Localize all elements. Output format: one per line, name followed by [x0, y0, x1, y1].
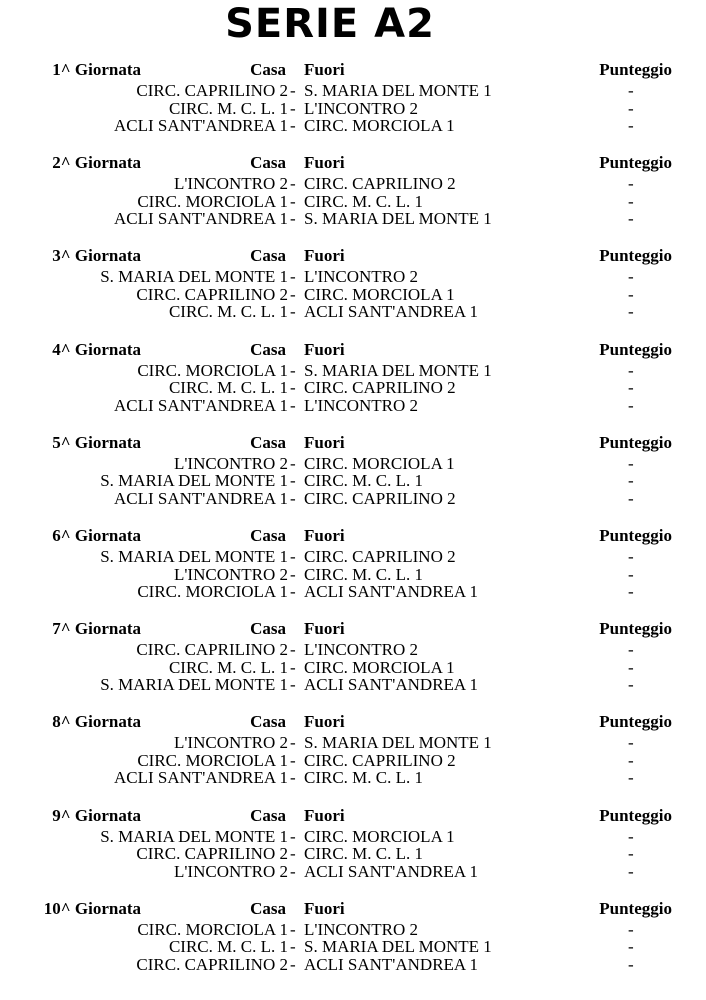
match-row [0, 397, 706, 415]
match-row [0, 303, 706, 321]
header-punteggio: Punteggio [599, 339, 672, 359]
header-casa: Casa [250, 898, 286, 918]
score: - [628, 81, 634, 100]
home-team: CIRC. M. C. L. 1 [168, 302, 288, 322]
away-team: S. MARIA DEL MONTE 1 [304, 937, 492, 957]
round-block [0, 712, 706, 800]
header-punteggio: Punteggio [599, 619, 672, 639]
round-header [0, 806, 706, 826]
score: - [628, 768, 634, 788]
round-header [0, 60, 706, 80]
away-team: CIRC. MORCIOLA 1 [304, 284, 455, 304]
match-row [0, 734, 706, 752]
home-team: S. MARIA DEL MONTE 1 [100, 675, 288, 695]
round-block [0, 806, 706, 894]
round-block [0, 246, 706, 334]
home-team: ACLI SANT'ANDREA 1 [113, 768, 288, 788]
match-row [0, 472, 706, 490]
match-row [0, 362, 706, 380]
separator: - [290, 471, 296, 491]
match-row [0, 828, 706, 846]
score: - [628, 564, 634, 584]
away-team: CIRC. M. C. L. 1 [304, 564, 424, 584]
match-row [0, 659, 706, 677]
header-fuori: Fuori [304, 898, 345, 918]
header-casa: Casa [250, 805, 286, 825]
score: - [628, 826, 634, 846]
away-team: ACLI SANT'ANDREA 1 [304, 675, 479, 695]
separator: - [290, 750, 296, 770]
separator: - [290, 861, 296, 881]
home-team: ACLI SANT'ANDREA 1 [113, 209, 288, 229]
away-team: L'INCONTRO 2 [304, 395, 419, 415]
home-team: L'INCONTRO 2 [173, 174, 288, 194]
round-label: 4^ Giornata [52, 339, 141, 359]
score: - [628, 733, 634, 753]
home-team: CIRC. M. C. L. 1 [168, 657, 288, 677]
score: - [628, 267, 634, 287]
round-label: 9^ Giornata [52, 805, 141, 825]
home-team: CIRC. M. C. L. 1 [168, 98, 288, 118]
away-team: CIRC. M. C. L. 1 [304, 191, 424, 211]
match-row [0, 286, 706, 304]
separator: - [290, 564, 296, 584]
header-punteggio: Punteggio [599, 712, 672, 732]
round-block [0, 619, 706, 707]
away-team: CIRC. MORCIOLA 1 [304, 657, 455, 677]
round-label: 1^ Giornata [52, 60, 141, 79]
match-row [0, 193, 706, 211]
separator: - [290, 547, 296, 566]
match-row [0, 455, 706, 473]
header-punteggio: Punteggio [599, 432, 672, 452]
home-team: CIRC. CAPRILINO 2 [136, 844, 288, 864]
round-header [0, 433, 706, 453]
header-punteggio: Punteggio [599, 153, 672, 173]
away-team: ACLI SANT'ANDREA 1 [304, 861, 479, 881]
score: - [628, 675, 634, 695]
match-row [0, 566, 706, 584]
home-team: CIRC. CAPRILINO 2 [136, 284, 288, 304]
round-label: 3^ Giornata [52, 246, 141, 266]
round-block [0, 433, 706, 521]
match-list [0, 548, 706, 601]
away-team: L'INCONTRO 2 [304, 267, 419, 287]
score: - [628, 453, 634, 473]
match-row [0, 769, 706, 787]
separator: - [290, 267, 296, 287]
header-fuori: Fuori [304, 526, 345, 545]
separator: - [290, 209, 296, 229]
home-team: CIRC. MORCIOLA 1 [137, 582, 288, 601]
score: - [628, 954, 634, 974]
home-team: L'INCONTRO 2 [173, 861, 288, 881]
away-team: CIRC. M. C. L. 1 [304, 844, 424, 864]
round-header [0, 153, 706, 173]
match-row [0, 641, 706, 659]
round-label: 5^ Giornata [52, 432, 141, 452]
home-team: CIRC. CAPRILINO 2 [136, 81, 288, 100]
home-team: CIRC. M. C. L. 1 [168, 378, 288, 398]
home-team: CIRC. CAPRILINO 2 [136, 640, 288, 660]
match-list [0, 455, 706, 508]
score: - [628, 471, 634, 491]
away-team: CIRC. CAPRILINO 2 [304, 750, 456, 770]
separator: - [290, 395, 296, 415]
away-team: S. MARIA DEL MONTE 1 [304, 360, 492, 380]
away-team: CIRC. CAPRILINO 2 [304, 378, 456, 398]
match-list [0, 362, 706, 415]
home-team: S. MARIA DEL MONTE 1 [100, 547, 288, 566]
header-casa: Casa [250, 339, 286, 359]
header-punteggio: Punteggio [599, 805, 672, 825]
round-label: 2^ Giornata [52, 153, 141, 173]
score: - [628, 640, 634, 660]
score: - [628, 919, 634, 939]
home-team: L'INCONTRO 2 [173, 453, 288, 473]
match-row [0, 938, 706, 956]
score: - [628, 378, 634, 398]
separator: - [290, 116, 296, 135]
header-casa: Casa [250, 432, 286, 452]
header-casa: Casa [250, 246, 286, 266]
score: - [628, 861, 634, 881]
home-team: L'INCONTRO 2 [173, 564, 288, 584]
match-row [0, 117, 706, 135]
separator: - [290, 657, 296, 677]
home-team: ACLI SANT'ANDREA 1 [113, 395, 288, 415]
header-fuori: Fuori [304, 153, 345, 173]
match-row [0, 379, 706, 397]
match-row [0, 82, 706, 100]
header-punteggio: Punteggio [599, 246, 672, 266]
separator: - [290, 954, 296, 974]
round-label: 7^ Giornata [52, 619, 141, 639]
header-fuori: Fuori [304, 432, 345, 452]
page-title: SERIE A2 [225, 1, 435, 47]
round-header [0, 899, 706, 919]
score: - [628, 191, 634, 211]
round-label: 8^ Giornata [52, 712, 141, 732]
away-team: L'INCONTRO 2 [304, 919, 419, 939]
match-row [0, 268, 706, 286]
header-fuori: Fuori [304, 712, 345, 732]
separator: - [290, 919, 296, 939]
match-list [0, 734, 706, 787]
home-team: CIRC. MORCIOLA 1 [137, 919, 288, 939]
match-row [0, 863, 706, 881]
round-label: 10^ Giornata [43, 898, 141, 918]
header-fuori: Fuori [304, 805, 345, 825]
score: - [628, 360, 634, 380]
away-team: CIRC. MORCIOLA 1 [304, 116, 455, 135]
score: - [628, 547, 634, 566]
separator: - [290, 582, 296, 601]
match-list [0, 641, 706, 694]
separator: - [290, 937, 296, 957]
score: - [628, 98, 634, 118]
match-row [0, 921, 706, 939]
separator: - [290, 453, 296, 473]
score: - [628, 937, 634, 957]
away-team: CIRC. CAPRILINO 2 [304, 488, 456, 508]
match-row [0, 175, 706, 193]
separator: - [290, 98, 296, 118]
separator: - [290, 733, 296, 753]
match-list [0, 82, 706, 135]
score: - [628, 657, 634, 677]
match-row [0, 548, 706, 566]
home-team: ACLI SANT'ANDREA 1 [113, 488, 288, 508]
round-label: 6^ Giornata [52, 526, 141, 545]
match-list [0, 175, 706, 228]
match-row [0, 676, 706, 694]
header-punteggio: Punteggio [599, 60, 672, 79]
match-row [0, 490, 706, 508]
match-row [0, 956, 706, 974]
round-block [0, 526, 706, 614]
away-team: ACLI SANT'ANDREA 1 [304, 954, 479, 974]
separator: - [290, 81, 296, 100]
away-team: CIRC. M. C. L. 1 [304, 471, 424, 491]
home-team: CIRC. MORCIOLA 1 [137, 191, 288, 211]
match-row [0, 210, 706, 228]
round-block [0, 60, 706, 148]
header-casa: Casa [250, 60, 286, 79]
score: - [628, 284, 634, 304]
match-row [0, 752, 706, 770]
separator: - [290, 675, 296, 695]
score: - [628, 395, 634, 415]
away-team: ACLI SANT'ANDREA 1 [304, 302, 479, 322]
separator: - [290, 191, 296, 211]
away-team: CIRC. CAPRILINO 2 [304, 547, 456, 566]
match-list [0, 921, 706, 974]
header-casa: Casa [250, 153, 286, 173]
separator: - [290, 284, 296, 304]
header-fuori: Fuori [304, 246, 345, 266]
header-casa: Casa [250, 526, 286, 545]
home-team: S. MARIA DEL MONTE 1 [100, 471, 288, 491]
header-casa: Casa [250, 619, 286, 639]
score: - [628, 174, 634, 194]
away-team: L'INCONTRO 2 [304, 640, 419, 660]
away-team: CIRC. MORCIOLA 1 [304, 453, 455, 473]
home-team: CIRC. M. C. L. 1 [168, 937, 288, 957]
separator: - [290, 302, 296, 322]
round-header [0, 526, 706, 546]
away-team: CIRC. M. C. L. 1 [304, 768, 424, 788]
round-block [0, 153, 706, 241]
separator: - [290, 360, 296, 380]
score: - [628, 844, 634, 864]
home-team: S. MARIA DEL MONTE 1 [100, 267, 288, 287]
score: - [628, 750, 634, 770]
home-team: CIRC. CAPRILINO 2 [136, 954, 288, 974]
separator: - [290, 844, 296, 864]
round-header [0, 246, 706, 266]
separator: - [290, 768, 296, 788]
round-header [0, 712, 706, 732]
away-team: S. MARIA DEL MONTE 1 [304, 81, 492, 100]
separator: - [290, 174, 296, 194]
round-header [0, 619, 706, 639]
round-block [0, 340, 706, 428]
round-block [0, 899, 706, 987]
score: - [628, 302, 634, 322]
home-team: L'INCONTRO 2 [173, 733, 288, 753]
round-header [0, 340, 706, 360]
home-team: ACLI SANT'ANDREA 1 [113, 116, 288, 135]
match-row [0, 100, 706, 118]
match-list [0, 268, 706, 321]
away-team: S. MARIA DEL MONTE 1 [304, 733, 492, 753]
score: - [628, 209, 634, 229]
separator: - [290, 640, 296, 660]
score: - [628, 488, 634, 508]
separator: - [290, 488, 296, 508]
home-team: CIRC. MORCIOLA 1 [137, 750, 288, 770]
home-team: CIRC. MORCIOLA 1 [137, 360, 288, 380]
match-row [0, 583, 706, 601]
header-fuori: Fuori [304, 619, 345, 639]
home-team: S. MARIA DEL MONTE 1 [100, 826, 288, 846]
separator: - [290, 378, 296, 398]
match-row [0, 845, 706, 863]
away-team: CIRC. MORCIOLA 1 [304, 826, 455, 846]
header-fuori: Fuori [304, 60, 345, 79]
header-fuori: Fuori [304, 339, 345, 359]
away-team: CIRC. CAPRILINO 2 [304, 174, 456, 194]
header-casa: Casa [250, 712, 286, 732]
score: - [628, 116, 634, 135]
header-punteggio: Punteggio [599, 898, 672, 918]
header-punteggio: Punteggio [599, 526, 672, 545]
away-team: L'INCONTRO 2 [304, 98, 419, 118]
separator: - [290, 826, 296, 846]
away-team: ACLI SANT'ANDREA 1 [304, 582, 479, 601]
score: - [628, 582, 634, 601]
match-list [0, 828, 706, 881]
away-team: S. MARIA DEL MONTE 1 [304, 209, 492, 229]
